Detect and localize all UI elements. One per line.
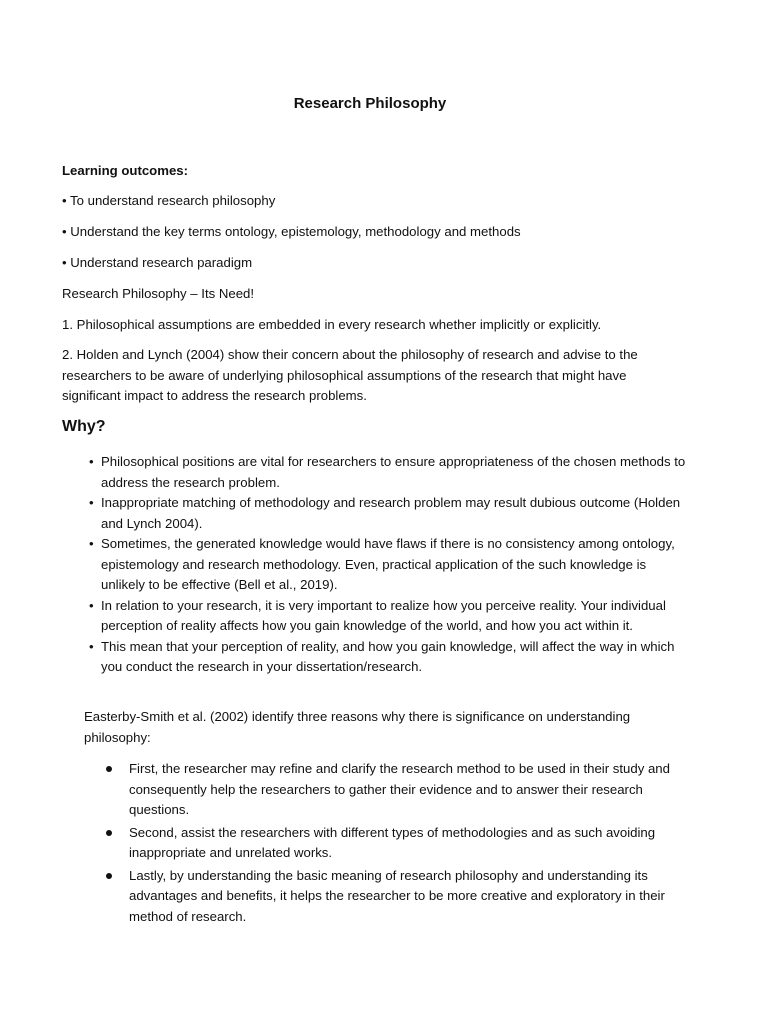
why-heading: Why? [62,418,106,435]
bullet-icon: • [89,495,94,510]
list-item-text: This mean that your perception of reality, and how you gain knowledge, will affect the way in which you conduct the research in your dissertation/research. [101,638,675,674]
list-item-text: Philosophical positions are vital for researchers to ensure appropriateness of the chosen methods to address the research problem. [101,454,686,490]
list-item-text: In relation to your research, it is very important to realize how you perceive reality. Your individual perception of reality affects how you gain knowledge of the world, and how you act within it. [101,597,666,633]
learning-outcomes-heading: Learning outcomes: [62,163,189,178]
bullet-dot-icon [106,873,112,879]
list-item [105,759,685,821]
list-item-text: Inappropriate matching of methodology and research problem may result dubious outcome (Holden and Lynch 2004). [101,495,681,531]
list-item-text: Second, assist the researchers with different types of methodologies and as such avoiding inappropriate and unrelated works. [129,824,656,860]
bullet-icon: • [89,536,94,551]
list-item [105,823,685,864]
bullet-icon: • [89,638,94,654]
why-list [78,452,688,678]
easterby-intro: Easterby-Smith et al. (2002) identify three reasons why there is significance on understanding philosophy: [84,709,631,745]
bullet-dot-icon [106,766,112,772]
list-item-text: Sometimes, the generated knowledge would have flaws if there is no consistency among ontology, epistemology and research methodology. Even, practical application of the such knowledge is unlikely to be effective (Bell et al., 2019). [101,536,675,592]
outcome-item: • Understand the key terms ontology, epistemology, methodology and methods [62,224,521,239]
document-title: Research Philosophy [293,95,447,112]
list-item [78,493,688,534]
list-item [78,596,688,637]
need-heading: Research Philosophy – Its Need! [62,286,255,301]
list-item [78,452,688,493]
outcome-item: • To understand research philosophy [62,193,276,208]
outcome-item: • Understand research paradigm [62,255,253,270]
bullet-icon: • [89,597,94,613]
numbered-point: 1. Philosophical assumptions are embedded in every research whether implicitly or explicitly. [62,317,602,332]
list-item-text: Lastly, by understanding the basic meaning of research philosophy and understanding its advantages and benefits, it helps the researcher to be more creative and exploratory in their method of research. [129,867,665,924]
bullet-dot-icon [106,830,112,836]
list-item [78,637,688,678]
list-item [78,534,688,596]
bullet-icon: • [89,454,94,469]
list-item [105,866,685,928]
list-item-text: First, the researcher may refine and clarify the research method to be used in their study and consequently help the researchers to gather their evidence and to answer their research questions. [129,761,670,817]
reasons-list [105,759,685,929]
numbered-point: 2. Holden and Lynch (2004) show their concern about the philosophy of research and advise to the researchers to be aware of underlying philosophical assumptions of the research that might have significant impact to address the research problems. [62,347,638,403]
